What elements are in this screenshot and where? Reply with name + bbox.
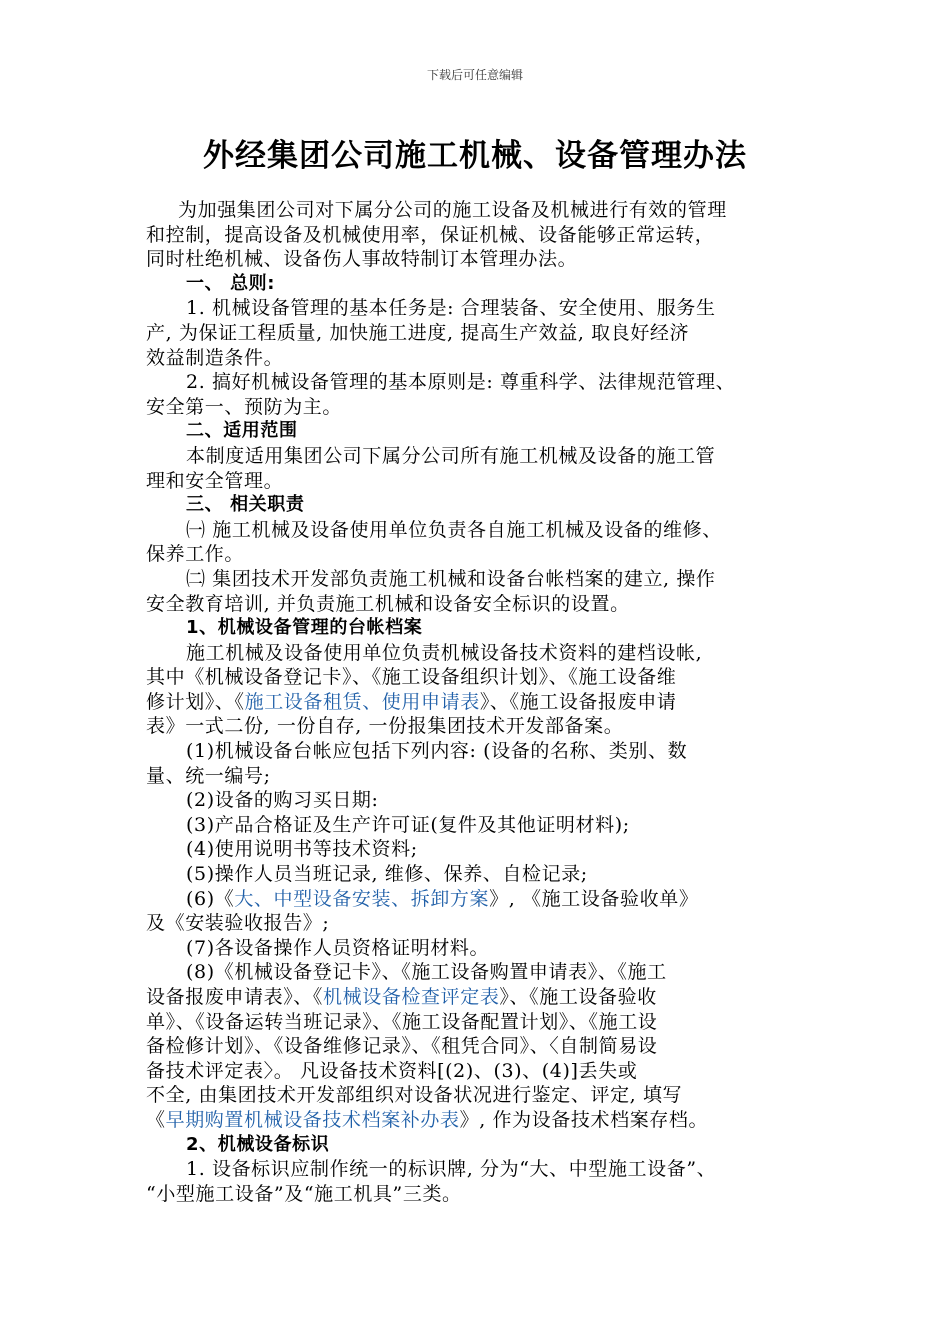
text-span: 施工机械及设备使用单位负责机械设备技术资料的建档设帐,	[186, 641, 703, 664]
section-heading	[146, 616, 836, 641]
text-span: 一、 总则:	[186, 272, 276, 294]
text-span: (4)使用说明书等技术资料;	[186, 838, 418, 861]
text-span: 安全第一、预防为主。	[146, 395, 343, 418]
text-line	[146, 542, 836, 567]
text-line	[146, 690, 836, 715]
text-line	[146, 641, 836, 666]
text-span: (2)设备的购习买日期:	[186, 789, 379, 812]
text-span: 1、机械设备管理的台帐档案	[186, 617, 423, 639]
text-span: 》, 《施工设备验收单》	[489, 887, 699, 910]
text-span: 为加强集团公司对下属分公司的施工设备及机械进行有效的管理	[178, 199, 727, 221]
document-link[interactable]: 早期购置机械设备技术档案补办表	[165, 1108, 460, 1131]
text-line	[146, 1108, 836, 1133]
text-line	[146, 370, 836, 395]
text-span: 1. 机械设备管理的基本任务是: 合理装备、安全使用、服务生	[186, 297, 716, 320]
document-body	[146, 198, 836, 1206]
document-link[interactable]: 机械设备检查评定表	[323, 986, 500, 1008]
text-span: 备技术评定表〉。 凡设备技术资料[(2)、(3)、(4)]丢失或	[146, 1059, 638, 1082]
text-span: 不全, 由集团技术开发部组织对设备状况进行鉴定、评定, 填写	[146, 1084, 683, 1107]
text-span: 效益制造条件。	[146, 346, 284, 369]
section-heading	[146, 1133, 836, 1158]
text-span: 安全教育培训, 并负责施工机械和设备安全标识的设置。	[146, 592, 630, 615]
text-span: 同时杜绝机械、设备伤人事故特制订本管理办法。	[146, 248, 578, 271]
text-line	[146, 862, 836, 887]
header-note: 下载后可任意编辑	[426, 68, 523, 82]
section-heading	[146, 272, 836, 297]
text-line	[146, 887, 836, 912]
text-line	[146, 1010, 836, 1035]
text-line	[146, 936, 836, 961]
text-line	[146, 518, 836, 543]
text-line	[146, 1157, 836, 1182]
text-line	[146, 1059, 836, 1084]
text-line	[146, 764, 836, 789]
text-span: (3)产品合格证及生产许可证(复件及其他证明材料);	[186, 813, 630, 836]
text-line	[146, 985, 836, 1010]
text-line	[146, 739, 836, 764]
text-line	[146, 592, 836, 617]
text-span: (5)操作人员当班记录, 维修、保养、自检记录;	[186, 863, 588, 886]
text-line	[146, 960, 836, 985]
text-span: 量、统一编号;	[146, 764, 271, 787]
section-heading	[146, 493, 836, 518]
text-span: 设备报废申请表》、《	[146, 986, 324, 1008]
text-span: ㈡ 集团技术开发部负责施工机械和设备台帐档案的建立, 操作	[186, 567, 716, 590]
text-line	[146, 321, 836, 346]
text-line	[146, 247, 836, 272]
text-line	[146, 395, 836, 420]
text-span: 及《安装验收报告》;	[146, 912, 330, 935]
text-span: ㈠ 施工机械及设备使用单位负责各自施工机械及设备的维修、	[186, 518, 722, 541]
text-span: 》、《施工设备报废申请	[479, 690, 677, 713]
text-span: 》, 作为设备技术档案存档。	[459, 1108, 709, 1131]
text-line	[146, 1083, 836, 1108]
section-heading	[146, 419, 836, 444]
text-span: (7)各设备操作人员资格证明材料。	[186, 936, 490, 959]
text-line	[146, 837, 836, 862]
text-line	[146, 444, 836, 469]
text-span: “小型施工设备”及“施工机具”三类。	[146, 1182, 462, 1205]
text-span: 2、机械设备标识	[186, 1133, 330, 1155]
text-span: 保养工作。	[146, 543, 245, 566]
document-link[interactable]: 大、中型设备安装、拆卸方案	[234, 887, 490, 910]
text-span: 2. 搞好机械设备管理的基本原则是: 尊重科学、法律规范管理、	[186, 371, 736, 394]
text-line	[146, 1034, 836, 1059]
text-line	[146, 346, 836, 371]
text-span: 》、《施工设备验收	[499, 986, 657, 1008]
text-line	[146, 911, 836, 936]
text-line	[146, 198, 836, 223]
text-line	[146, 1182, 836, 1207]
text-line	[146, 788, 836, 813]
text-span: 本制度适用集团公司下属分公司所有施工机械及设备的施工管	[186, 444, 716, 467]
text-span: 1. 设备标识应制作统一的标识牌, 分为“大、中型施工设备”、	[186, 1158, 717, 1181]
text-line	[146, 223, 836, 248]
text-span: (6)《	[186, 887, 235, 910]
text-span: (8)《机械设备登记卡》、《施工设备购置申请表》、《施工	[186, 961, 667, 984]
text-span: 《	[146, 1108, 166, 1131]
text-span: 产, 为保证工程质量, 加快施工进度, 提高生产效益, 取良好经济	[146, 321, 690, 344]
document-link[interactable]: 施工设备租赁、使用申请表	[244, 690, 480, 713]
text-line	[146, 469, 836, 494]
text-line	[146, 813, 836, 838]
text-line	[146, 714, 836, 739]
text-line	[146, 296, 836, 321]
text-span: 单》、《设备运转当班记录》、《施工设备配置计划》、《施工设	[146, 1010, 658, 1033]
text-span: 二、适用范围	[186, 420, 298, 442]
text-span: 其中《机械设备登记卡》、《施工设备组织计划》、《施工设备维	[146, 666, 677, 689]
text-span: 修计划》、《	[146, 690, 245, 713]
text-span: (1)机械设备台帐应包括下列内容: (设备的名称、类别、数	[186, 740, 688, 763]
text-line	[146, 665, 836, 690]
text-line	[146, 567, 836, 592]
page-title: 外经集团公司施工机械、设备管理办法	[203, 138, 747, 174]
text-span: 备检修计划》、《设备维修记录》、《租凭合同》、〈自制简易设	[146, 1035, 658, 1058]
text-span: 理和安全管理。	[146, 469, 284, 492]
text-span: 表》一式二份, 一份自存, 一份报集团技术开发部备案。	[146, 715, 624, 738]
text-span: 和控制，提高设备及机械使用率，保证机械、设备能够正常运转，	[146, 223, 715, 246]
text-span: 三、 相关职责	[186, 494, 305, 516]
